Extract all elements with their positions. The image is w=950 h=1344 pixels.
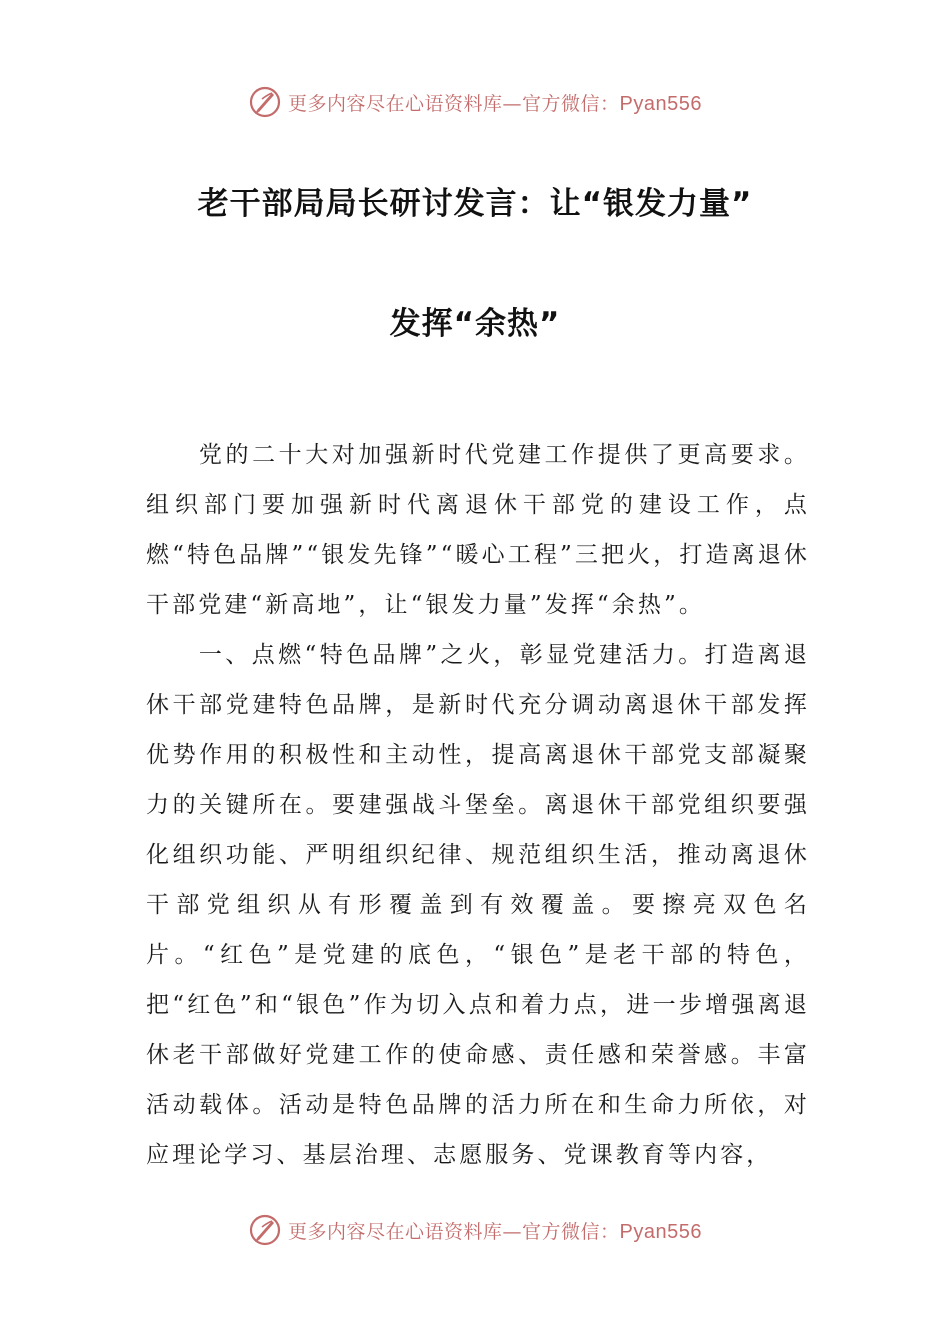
watermark-wechat-id: Pyan556 — [619, 1220, 702, 1243]
watermark-label: 更多内容尽在心语资料库—官方微信： — [288, 1220, 620, 1243]
body-paragraph-intro: 党的二十大对加强新时代党建工作提供了更高要求。组织部门要加强新时代离退休干部党的建设工作，点燃“特色品牌”“银发先锋”“暖心工程”三把火，打造离退休干部党建“新高地”，让“银发力量”发挥“余热”。 — [146, 442, 810, 618]
body-paragraph-section-1: 一、点燃“特色品牌”之火，彰显党建活力。打造离退休干部党建特色品牌，是新时代充分调动离退休干部发挥优势作用的积极性和主动性，提高离退休干部党支部凝聚力的关键所在。要建强战斗堡垒。离退休干部党组织要强化组织功能、严明组织纪律、规范组织生活，推动离退休干部党组织从有形覆盖到有效覆盖。要擦亮双色名片。“红色”是党建的底色，“银色”是老干部的特色，把“红色”和“银色”作为切入点和着力点，进一步增强离退休老干部做好党建工作的使命感、责任感和荣誉感。丰富活动载体。活动是特色品牌的活力所在和生命力所依，对应理论学习、基层治理、志愿服务、党课教育等内容， — [146, 642, 810, 1168]
document-title-line-1: 老干部局局长研讨发言：让“银发力量” — [197, 186, 753, 222]
footer-watermark — [0, 1210, 950, 1250]
watermark-text — [288, 1217, 702, 1244]
quill-pen-logo-icon — [248, 85, 282, 119]
watermark-label: 更多内容尽在心语资料库—官方微信： — [288, 92, 620, 115]
watermark-wechat-id: Pyan556 — [619, 92, 702, 115]
watermark-text — [288, 89, 702, 116]
header-watermark — [0, 82, 950, 122]
document-body — [146, 430, 810, 1180]
document-title-line-2: 发挥“余热” — [389, 306, 561, 342]
quill-pen-logo-icon — [248, 1213, 282, 1247]
